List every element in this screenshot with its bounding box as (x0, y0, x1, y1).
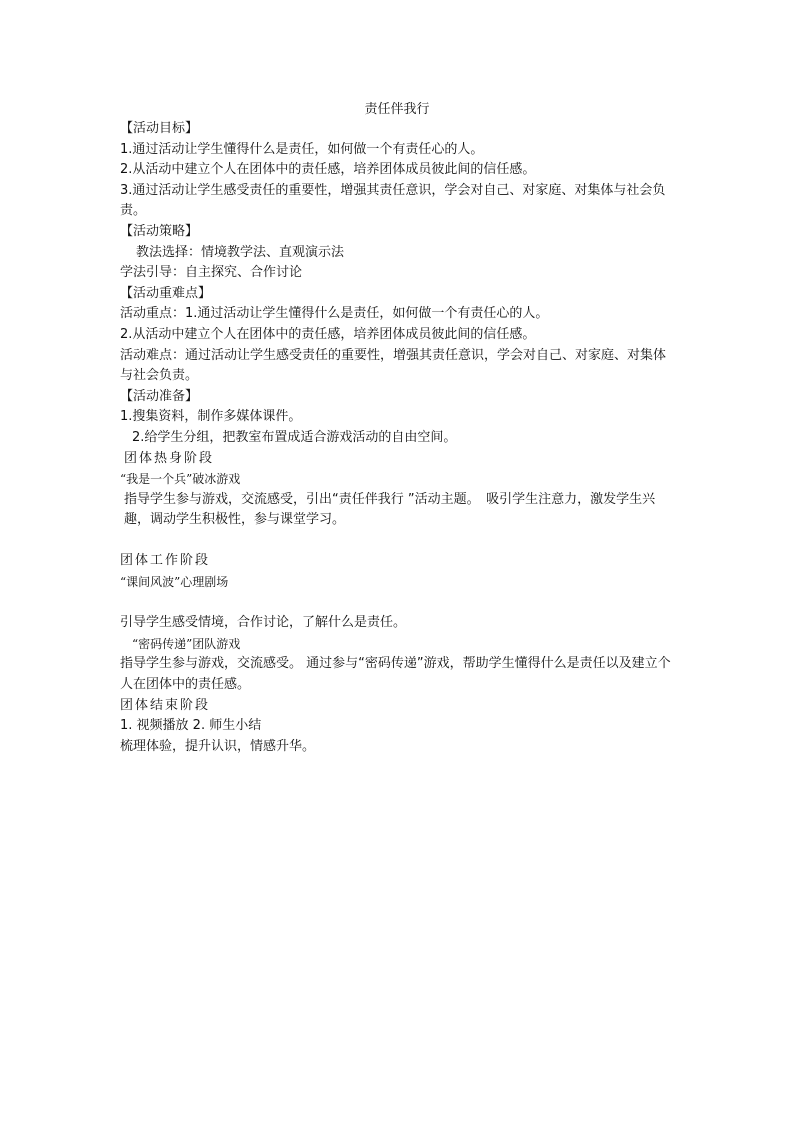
stage-warmup-heading: 团体热身阶段 (124, 450, 215, 466)
spacer (120, 531, 678, 552)
end-summary: 梳理体验，提升认识，情感升华。 (120, 738, 316, 754)
document-body (120, 119, 678, 757)
work-game-title: “密码传递”团队游戏 (132, 636, 241, 651)
work-drama-title: “课间风波”心理剧场 (120, 575, 229, 590)
warmup-description: 指导学生参与游戏，交流感受，引出“责任伴我行 ”活动主题。 吸引学生注意力，激发学生兴趣，调动学生积极性，参与课堂学习。 (124, 491, 656, 528)
document-title: 责任伴我行 (364, 102, 430, 117)
goal-3: 3.通过活动让学生感受责任的重要性，增强其责任意识，学会对自己、对家庭、对集体与社会负责。 (120, 182, 666, 219)
section-heading-strategy: 【活动策略】 (120, 223, 199, 239)
preparation-1: 1.搜集资料，制作多媒体课件。 (120, 409, 302, 425)
learning-method: 学法引导：自主探究、合作讨论 (120, 265, 303, 281)
warmup-game-title: “我是一个兵”破冰游戏 (120, 472, 241, 487)
spacer (120, 593, 678, 614)
work-game-description: 指导学生参与游戏，交流感受。 通过参与“密码传递”游戏，帮助学生懂得什么是责任以及建立个人在团体中的责任感。 (120, 656, 671, 693)
stage-end-heading: 团体结束阶段 (120, 697, 211, 713)
teaching-method: 教法选择：情境教学法、直观演示法 (136, 244, 345, 260)
end-activities: 1. 视频播放 2. 师生小结 (120, 718, 262, 734)
work-drama-description: 引导学生感受情境，合作讨论，了解什么是责任。 (120, 615, 407, 631)
key-point-2: 2.从活动中建立个人在团体中的责任感，培养团体成员彼此间的信任感。 (120, 326, 536, 342)
stage-work-heading: 团体工作阶段 (120, 553, 211, 569)
section-heading-goals: 【活动目标】 (120, 121, 199, 136)
preparation-2: 2.给学生分组，把教室布置成适合游戏活动的自由空间。 (132, 429, 457, 445)
difficult-point: 活动难点：通过活动让学生感受责任的重要性，增强其责任意识，学会对自己、对家庭、对集体与社会负责。 (120, 347, 667, 384)
goal-2: 2.从活动中建立个人在团体中的责任感，培养团体成员彼此间的信任感。 (120, 162, 536, 178)
goal-1: 1.通过活动让学生懂得什么是责任，如何做一个有责任心的人。 (120, 141, 484, 157)
key-point-1: 活动重点：1.通过活动让学生懂得什么是责任，如何做一个有责任心的人。 (120, 306, 549, 322)
section-heading-key-points: 【活动重难点】 (120, 285, 212, 301)
section-heading-preparation: 【活动准备】 (120, 388, 199, 404)
